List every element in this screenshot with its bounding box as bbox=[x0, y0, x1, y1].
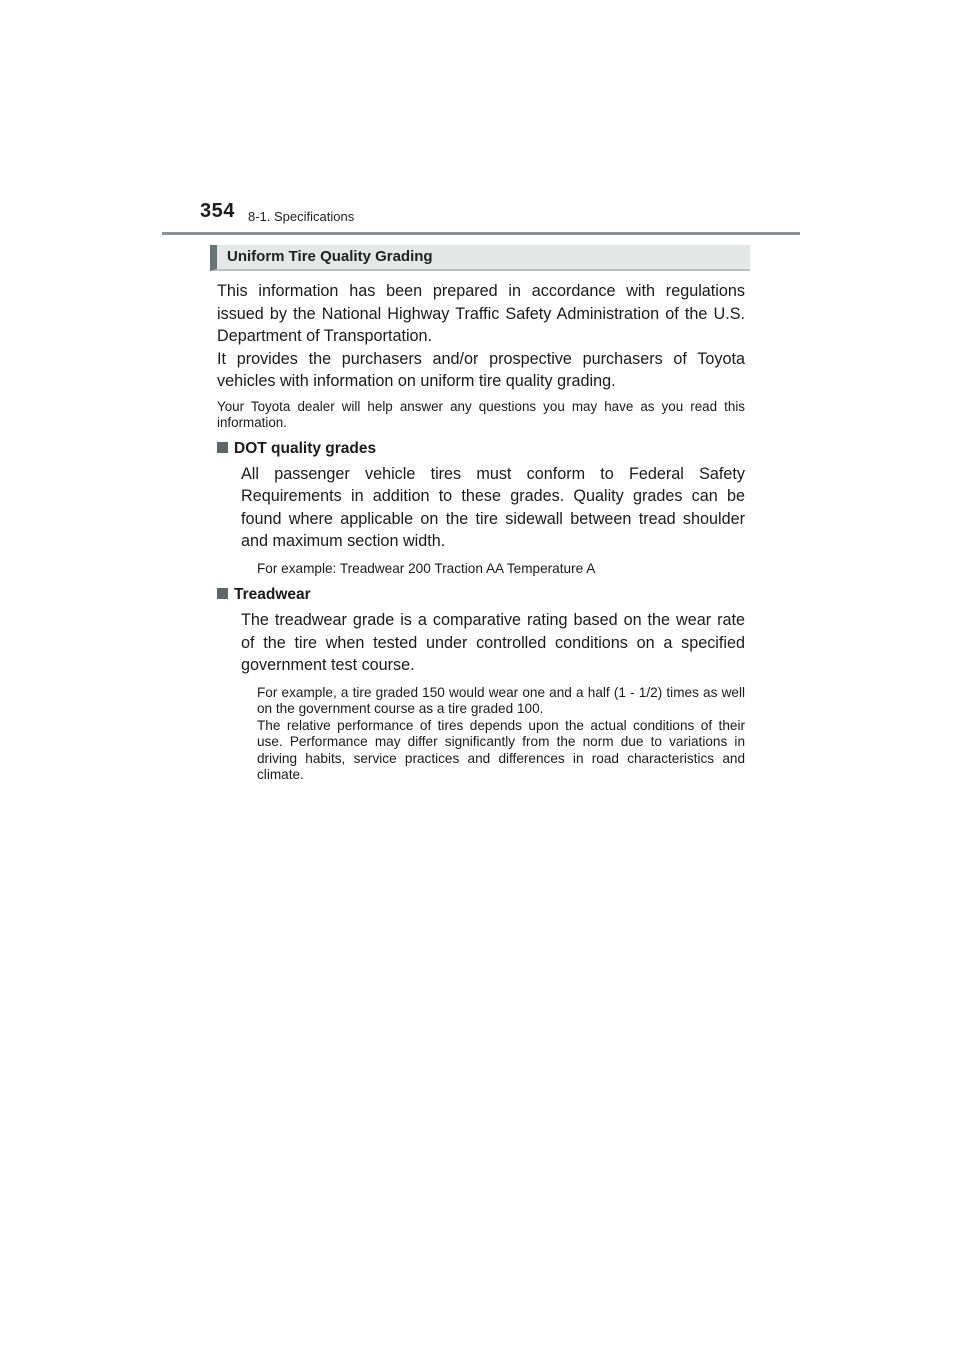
treadwear-heading bbox=[217, 585, 745, 605]
dot-quality-heading bbox=[217, 439, 745, 459]
dot-quality-body: All passenger vehicle tires must conform to Federal Safety Requirements in addition to these grades. Quality grades can be found where applicable on the tire sidewall between tread shoulder and maximum section width. bbox=[241, 464, 745, 550]
intro-paragraph-1: This information has been prepared in accordance with regulations issued by the National Highway Traffic Safety Administration of the U.S. Department of Transportation. bbox=[217, 282, 745, 345]
treadwear-heading-text: Treadwear bbox=[234, 586, 311, 603]
section-title: Uniform Tire Quality Grading bbox=[227, 248, 433, 265]
bullet-square-icon bbox=[217, 588, 228, 599]
treadwear-body: The treadwear grade is a comparative rating based on the wear rate of the tire when tested under controlled conditions on a specified government test course. bbox=[241, 611, 745, 674]
intro-note: Your Toyota dealer will help answer any questions you may have as you read this information. bbox=[217, 398, 745, 430]
treadwear-note-2: The relative performance of tires depends upon the actual conditions of their use. Performance may differ significantly from the norm due to variations in driving habits, service practices and differences in road characteristics and climate. bbox=[257, 717, 745, 782]
dot-quality-example: For example: Treadwear 200 Traction AA Temperature A bbox=[257, 560, 596, 576]
page-number: 354 bbox=[200, 200, 235, 222]
section-label: 8-1. Specifications bbox=[248, 209, 355, 224]
bullet-square-icon bbox=[217, 442, 228, 453]
header-divider bbox=[162, 232, 800, 235]
section-title-bar bbox=[210, 245, 750, 271]
intro-paragraph-2: It provides the purchasers and/or prospective purchasers of Toyota vehicles with information on uniform tire quality grading. bbox=[217, 349, 745, 390]
dot-quality-heading-text: DOT quality grades bbox=[234, 439, 377, 457]
treadwear-note-1: For example, a tire graded 150 would wear one and a half (1 - 1/2) times as well on the government course as a tire graded 100. bbox=[257, 684, 745, 716]
main-content bbox=[217, 280, 745, 784]
